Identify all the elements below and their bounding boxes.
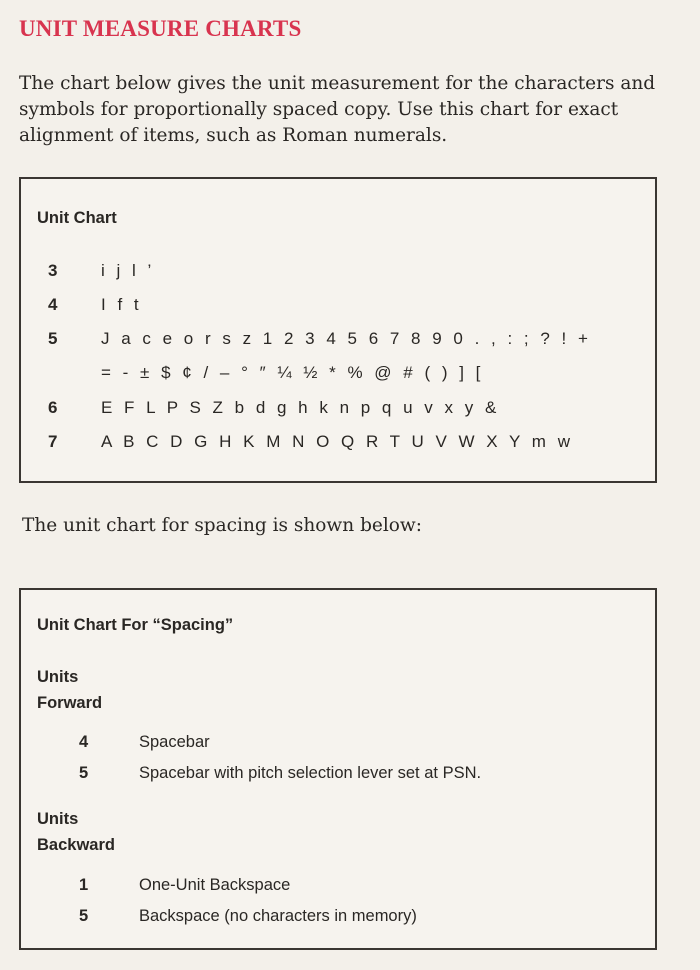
unit-number: 5	[48, 329, 58, 348]
spacing-chart-heading: Unit Chart For “Spacing”	[37, 616, 234, 634]
spacing-row	[21, 907, 651, 931]
spacing-row	[21, 733, 651, 757]
spacing-units: 1	[79, 876, 89, 894]
unit-number: 7	[48, 432, 58, 451]
spacing-units: 5	[79, 764, 89, 782]
unit-characters: A B C D G H K M N O Q R T U V W X Y m w	[101, 432, 572, 451]
spacing-row	[21, 764, 651, 788]
spacing-description: Spacebar with pitch selection lever set at PSN.	[139, 764, 482, 782]
unit-characters: i j l ’	[101, 261, 154, 280]
unit-row-6	[21, 398, 651, 422]
unit-number: 4	[48, 295, 58, 314]
unit-row-5	[21, 329, 651, 353]
units-backward-line2: Backward	[37, 836, 115, 854]
unit-characters: I f t	[101, 295, 141, 314]
units-forward-line2: Forward	[37, 694, 103, 712]
units-backward-line1: Units	[37, 810, 79, 828]
spacing-chart-box	[19, 588, 657, 950]
unit-number: 3	[48, 261, 58, 280]
units-forward-line1: Units	[37, 668, 79, 686]
intro-paragraph: The chart below gives the unit measurement for the characters and symbols for proportionally spaced copy. Use this chart for exact alignment of items, such as Roman numerals.	[19, 73, 656, 146]
spacing-description: Spacebar	[139, 733, 210, 751]
unit-characters: J a c e o r s z 1 2 3 4 5 6 7 8 9 0 . , : ; ? ! +	[101, 329, 590, 348]
unit-row-4	[21, 295, 651, 319]
unit-characters: = - ± $ ¢ / – ° ″ ¼ ½ * % @ # ( ) ] [	[101, 363, 483, 382]
unit-row-5-continued	[21, 363, 651, 387]
units-backward-label	[37, 806, 115, 858]
page-title: UNIT MEASURE CHARTS	[19, 16, 302, 41]
spacing-units: 4	[79, 733, 89, 751]
unit-number: 6	[48, 398, 58, 417]
unit-row-7	[21, 432, 651, 456]
unit-characters: E F L P S Z b d g h k n p q u v x y &	[101, 398, 499, 417]
unit-chart-heading: Unit Chart	[37, 209, 117, 227]
spacing-intro: The unit chart for spacing is shown below:	[22, 515, 422, 536]
spacing-units: 5	[79, 907, 89, 925]
unit-row-3	[21, 261, 651, 285]
spacing-description: One-Unit Backspace	[139, 876, 291, 894]
spacing-description: Backspace (no characters in memory)	[139, 907, 417, 925]
unit-chart-box	[19, 177, 657, 483]
spacing-row	[21, 876, 651, 900]
units-forward-label	[37, 664, 102, 716]
